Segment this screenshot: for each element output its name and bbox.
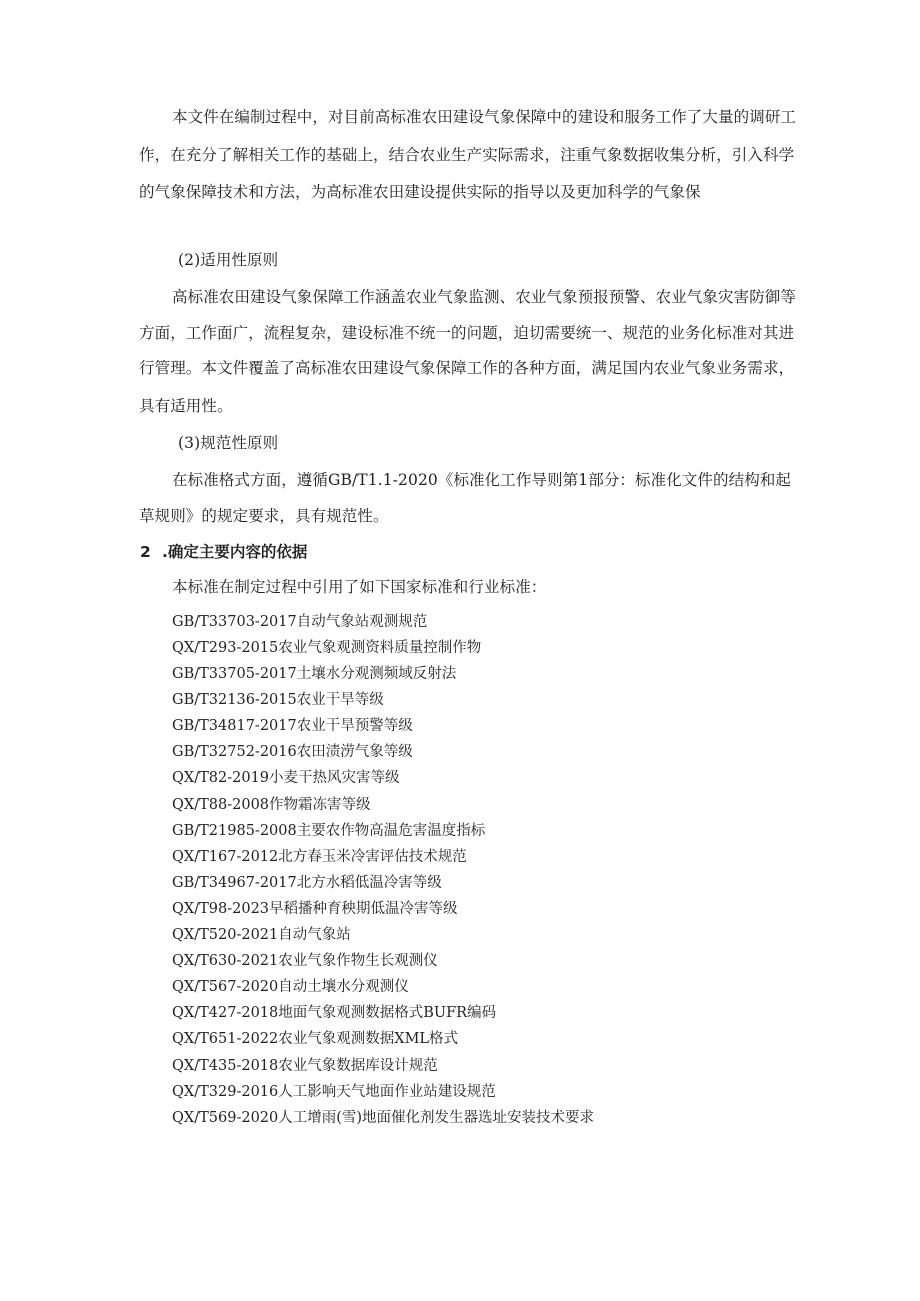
standard-item: GB/T32136-2015农业干旱等级 [172,692,384,708]
para3-line-2: 草规则》的规定要求，具有规范性。 [139,507,389,525]
standard-item: GB/T34967-2017北方水稻低温冷害等级 [172,875,442,891]
standard-item: QX/T630-2021农业气象作物生长观测仪 [172,953,438,969]
para1-line-2: 作，在充分了解相关工作的基础上，结合农业生产实际需求，注重气象数据收集分析，引入科学 [139,146,795,164]
standard-item: QX/T82-2019小麦干热风灾害等级 [172,770,400,786]
standard-item: QX/T435-2018农业气象数据库设计规范 [172,1058,438,1074]
subheading-normativity: (3)规范性原则 [178,434,279,452]
standard-item: QX/T520-2021自动气象站 [172,927,351,943]
standard-item: QX/T427-2018地面气象观测数据格式BUFR编码 [172,1005,497,1021]
standard-item: QX/T167-2012北方春玉米冷害评估技术规范 [172,849,467,865]
standard-item: QX/T329-2016人工影响天气地面作业站建设规范 [172,1084,496,1100]
standard-item: QX/T98-2023早稻播种育秧期低温冷害等级 [172,901,458,917]
section-heading [140,542,307,562]
standard-item: GB/T32752-2016农田渍涝气象等级 [172,744,413,760]
standard-item: QX/T569-2020人工增雨(雪)地面催化剂发生器选址安装技术要求 [172,1110,595,1126]
standard-item: GB/T33703-2017自动气象站观测规范 [172,614,428,630]
standard-item: QX/T293-2015农业气象观测资料质量控制作物 [172,640,482,656]
para2-line-3: 行管理。本文件覆盖了高标准农田建设气象保障工作的各种方面，满足国内农业气象业务需求， [139,359,795,377]
standard-item: QX/T567-2020自动土壤水分观测仪 [172,979,409,995]
para2-line-1: 高标准农田建设气象保障工作涵盖农业气象监测、农业气象预报预警、农业气象灾害防御等 [172,288,797,306]
section-title: .确定主要内容的依据 [162,543,308,561]
subheading-applicability: (2)适用性原则 [178,251,279,269]
para3-line-1: 在标准格式方面，遵循GB/T1.1-2020《标准化工作导则第1部分：标准化文件的结构和起 [172,471,792,489]
standard-item: GB/T34817-2017农业干旱预警等级 [172,718,413,734]
para2-line-2: 方面，工作面广，流程复杂，建设标准不统一的问题，迫切需要统一、规范的业务化标准对其进 [139,324,795,342]
standard-item: QX/T88-2008作物霜冻害等级 [172,797,371,813]
standards-intro: 本标准在制定过程中引用了如下国家标准和行业标准： [172,578,547,596]
para2-line-4: 具有适用性。 [139,397,233,415]
standard-item: QX/T651-2022农业气象观测数据XML格式 [172,1031,459,1047]
para1-line-3: 的气象保障技术和方法，为高标准农田建设提供实际的指导以及更加科学的气象保 [139,183,701,201]
standard-item: GB/T21985-2008主要农作物高温危害温度指标 [172,823,486,839]
standard-item: GB/T33705-2017土壤水分观测频域反射法 [172,666,457,682]
para1-line-1: 本文件在编制过程中，对目前高标准农田建设气象保障中的建设和服务工作了大量的调研工 [172,108,797,126]
section-number: 2 [140,543,151,561]
